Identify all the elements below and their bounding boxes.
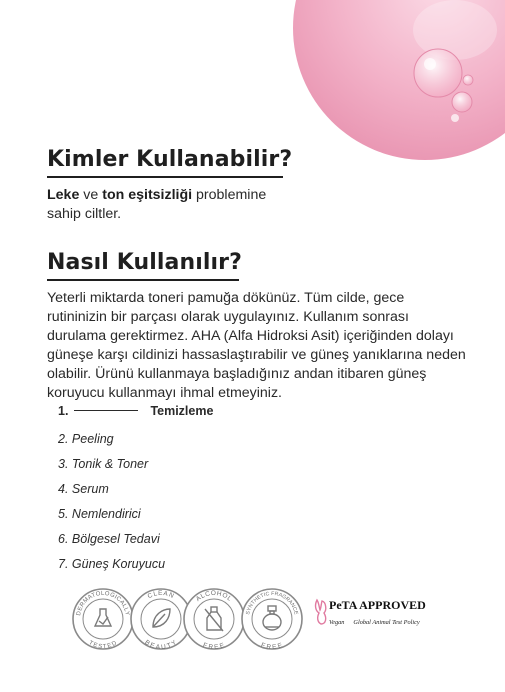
body-text: problemine sahip ciltler. <box>47 187 267 222</box>
peta-approved-logo <box>312 598 442 638</box>
step-label: Serum <box>71 482 109 496</box>
badge-top-text: DERMATOLOGICALLY <box>76 590 130 617</box>
step-number: 5. <box>58 507 69 521</box>
badge-top-text: CLEAN <box>146 589 176 601</box>
list-item <box>58 507 141 521</box>
list-item <box>58 557 165 571</box>
step-label: Bölgesel Tedavi <box>71 532 160 546</box>
list-item <box>58 404 213 418</box>
step-connector-line <box>74 410 138 411</box>
badge-bottom-text: FREE <box>259 641 285 652</box>
list-item <box>58 432 114 446</box>
title-underline <box>47 176 283 178</box>
peta-sub-policy: Global Animal Test Policy <box>353 619 420 626</box>
section-body-how: Yeterli miktarda toneri pamuğa dökünüz. Tüm cilde, gece rutininizin bir parçası olarak uygulayınız. Kullanım sonrası durulama gerektirmez. AHA (Alfa Hidroksi Asit) içeriğinden dolayı güneşe karşı cildinizi hassaslaştırabilir ve güneş yanıklarına neden olabilir. Ürünü kullanmaya başladığınız andan itibaren güneş koruyucu kullanmayı ihmal etmeyiniz. <box>47 290 466 401</box>
step-label: Güneş Koruyucu <box>71 557 166 571</box>
badge-bottom-text: TESTED <box>87 640 119 651</box>
list-item <box>58 457 148 471</box>
bold-text: ton eşitsizliği <box>102 187 193 203</box>
step-number: 3. <box>58 457 69 471</box>
list-item <box>58 532 160 546</box>
step-number: 2. <box>58 432 69 446</box>
peta-title: PeTA APPROVED <box>329 598 426 612</box>
step-number: 1. <box>58 404 69 418</box>
section-body-who <box>47 186 297 224</box>
title-underline <box>47 279 239 281</box>
step-label: Tonik & Toner <box>71 457 149 471</box>
step-number: 4. <box>58 482 69 496</box>
badge-top-text: ALCOHOL <box>194 589 234 603</box>
badge-synthetic-fragrance-free <box>242 589 302 651</box>
peta-subtitle <box>329 619 420 626</box>
peta-sub-vegan: Vegan <box>329 619 345 626</box>
badge-bottom-text: BEAUTY <box>143 638 179 652</box>
step-label: Peeling <box>71 432 114 446</box>
step-label: Temizleme <box>150 404 214 418</box>
section-title-how: Nasıl Kullanılır? <box>47 250 242 275</box>
badge-top-text: SYNTHETIC FRAGRANCE <box>245 590 299 616</box>
badge-bottom-text: FREE <box>201 641 227 652</box>
section-title-who: Kimler Kullanabilir? <box>47 147 293 172</box>
step-label: Nemlendirici <box>71 507 141 521</box>
badge-dermatologically-tested <box>73 589 133 650</box>
bunny-icon <box>312 598 330 626</box>
body-text: ve <box>79 187 103 203</box>
step-number: 6. <box>58 532 69 546</box>
bold-text: Leke <box>47 187 80 203</box>
serum-drop-image <box>0 0 505 170</box>
step-number: 7. <box>58 557 69 571</box>
list-item <box>58 482 109 496</box>
badge-clean-beauty <box>131 589 191 651</box>
badge-alcohol-free <box>184 589 244 651</box>
